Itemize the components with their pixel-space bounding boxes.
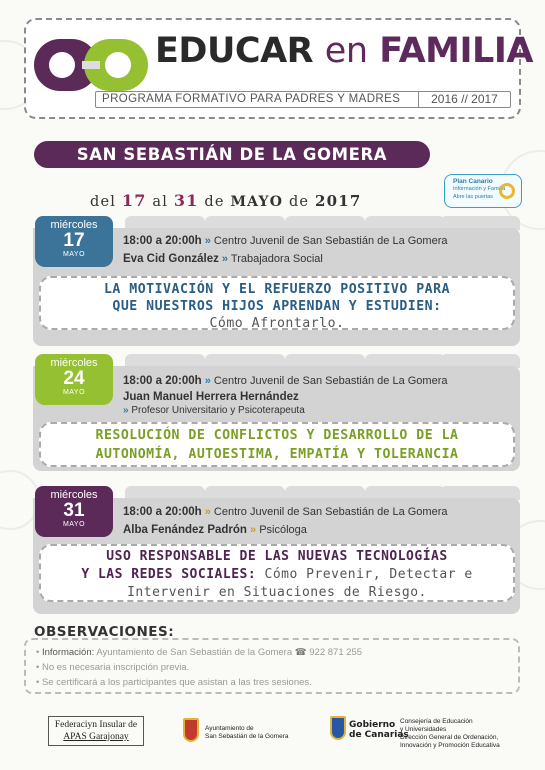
brand-word-en: en	[324, 31, 368, 71]
program-bar	[95, 91, 511, 108]
plan-canario-logo	[444, 174, 522, 208]
dates-year: 2017	[315, 192, 362, 210]
topic-line: QUE NUESTROS HIJOS APRENDAN Y ESTUDIEN:	[112, 299, 442, 314]
topic-line: LA MOTIVACIÓN Y EL REFUERZO POSITIVO PARA	[103, 282, 451, 297]
badge-month: MAYO	[62, 521, 86, 528]
session-speaker: Eva Cid González	[123, 253, 219, 265]
session-card	[33, 354, 520, 472]
badge-weekday: miércoles	[50, 489, 98, 501]
session-place: Centro Juvenil de San Sebastián de La Gomera	[213, 375, 448, 387]
dates-del: del	[90, 194, 117, 210]
topic-line	[41, 566, 513, 584]
fed-line2: APAS Garajonay	[63, 732, 129, 742]
session-place: Centro Juvenil de San Sebastián de La Gomera	[213, 506, 448, 518]
phone-icon: ☎	[294, 647, 307, 658]
dates-de: de	[288, 194, 310, 210]
session-role: Trabajadora Social	[230, 253, 323, 265]
session-time: 18:00 a 20:00h	[123, 375, 202, 387]
separator: »	[204, 235, 211, 247]
observations-box	[24, 638, 520, 694]
badge-month: MAYO	[62, 251, 86, 258]
badge-day: 31	[63, 500, 85, 521]
gobierno-shield-icon	[330, 716, 346, 740]
dates-month: MAYO	[230, 194, 284, 210]
location-banner: SAN SEBASTIÁN DE LA GOMERA	[34, 141, 430, 168]
session-speaker: Alba Fenández Padrón	[123, 524, 247, 536]
session-topic	[39, 276, 515, 330]
session-time: 18:00 a 20:00h	[123, 235, 202, 247]
badge-weekday: miércoles	[50, 219, 98, 231]
plan-logo-line1: Plan Canario	[453, 178, 493, 185]
topic-line: AUTONOMÍA, AUTOESTIMA, EMPATÍA Y TOLERANCIA	[95, 447, 459, 462]
dates-de: de	[204, 194, 225, 210]
observations-title: OBSERVACIONES:	[34, 624, 175, 640]
badge-day: 24	[63, 368, 85, 389]
session-speaker-name: Juan Manuel Herrera Hernández	[123, 391, 299, 403]
ayuntamiento-text	[205, 725, 288, 741]
session-time-place	[123, 506, 447, 518]
ayuntamiento-shield-icon	[183, 718, 199, 742]
ayto-line1: Ayuntamiento de	[205, 725, 254, 732]
date-badge	[35, 486, 113, 537]
plan-logo-line2: Información y Familia	[453, 186, 506, 192]
program-years: 2016 // 2017	[418, 91, 510, 108]
cons-line1: Consejería de Educación	[400, 718, 473, 725]
topic-subtitle: Cómo Afrontarlo.	[209, 316, 345, 331]
dates-al: al	[152, 194, 169, 210]
key-icon	[499, 183, 515, 199]
gob-line1: Gobierno	[349, 720, 396, 730]
consejeria-text	[400, 718, 500, 750]
session-time: 18:00 a 20:00h	[123, 506, 202, 518]
date-badge	[35, 354, 113, 405]
dates-end-day: 31	[173, 191, 199, 210]
topic-line: RESOLUCIÓN DE CONFLICTOS Y DESARROLLO DE LA	[95, 428, 459, 443]
cons-line3: Dirección General de Ordenación,	[400, 734, 499, 741]
badge-weekday: miércoles	[50, 357, 98, 369]
session-speaker-line	[123, 253, 323, 265]
badge-day: 17	[63, 230, 85, 251]
obs-text: Se certificará a los participantes que asistan a las tres sesiones.	[41, 677, 312, 688]
info-label: Información:	[41, 647, 95, 658]
session-card	[33, 486, 520, 614]
brand-word-educar: EDUCAR	[155, 31, 314, 71]
date-badge	[35, 216, 113, 267]
session-speaker-line	[123, 524, 307, 536]
fed-line1: Federaciyn Insular de	[54, 720, 138, 730]
separator: »	[250, 524, 257, 536]
dates-start-day: 17	[121, 191, 147, 210]
topic-subtitle: Intervenir en Situaciones de Riesgo.	[127, 585, 427, 600]
session-speaker	[123, 391, 299, 403]
observation-item: • Se certificará a los participantes que asistan a las tres sesiones.	[36, 677, 312, 688]
observation-item: • No es necesaria inscripción previa.	[36, 662, 190, 673]
brand-word-familia: FAMILIA	[379, 31, 533, 71]
session-place: Centro Juvenil de San Sebastián de La Gomera	[213, 235, 448, 247]
session-role: Profesor Universitario y Psicoterapeuta	[131, 405, 305, 416]
ayto-line2: San Sebastián de la Gomera	[205, 733, 289, 740]
cons-line4: Innovación y Promoción Educativa	[400, 742, 500, 749]
observation-item: • Información: Ayuntamiento de San Sebastián de la Gomera ☎ 922 871 255	[36, 647, 363, 658]
badge-month: MAYO	[62, 389, 86, 396]
session-role: Psicóloga	[259, 524, 307, 536]
separator: »	[221, 253, 229, 265]
date-range	[90, 191, 362, 210]
educar-familia-logo	[32, 31, 150, 99]
gob-line2: de Canarias	[349, 730, 409, 740]
cons-line2: y Universidades	[400, 726, 447, 733]
session-topic	[39, 422, 515, 467]
separator: »	[204, 375, 211, 387]
separator: »	[204, 506, 211, 518]
federacion-logo	[48, 716, 144, 746]
plan-logo-line3: Abre las puertas	[453, 194, 494, 200]
topic-line: USO RESPONSABLE DE LAS NUEVAS TECNOLOGÍAS	[106, 549, 448, 564]
topic-bold: Y LAS REDES SOCIALES:	[81, 567, 257, 582]
separator: »	[123, 405, 129, 416]
program-subtitle: PROGRAMA FORMATIVO PARA PADRES Y MADRES	[102, 93, 401, 105]
session-time-place	[123, 235, 447, 247]
session-topic	[39, 544, 515, 602]
topic-subtitle: Cómo Prevenir, Detectar e	[264, 567, 473, 582]
info-text: Ayuntamiento de San Sebastián de la Gomera	[96, 647, 293, 658]
session-card	[33, 216, 520, 346]
obs-text: No es necesaria inscripción previa.	[41, 662, 190, 673]
info-phone: 922 871 255	[309, 647, 363, 658]
session-time-place	[123, 375, 447, 387]
brand-title	[155, 31, 533, 71]
session-role-line	[123, 405, 305, 416]
